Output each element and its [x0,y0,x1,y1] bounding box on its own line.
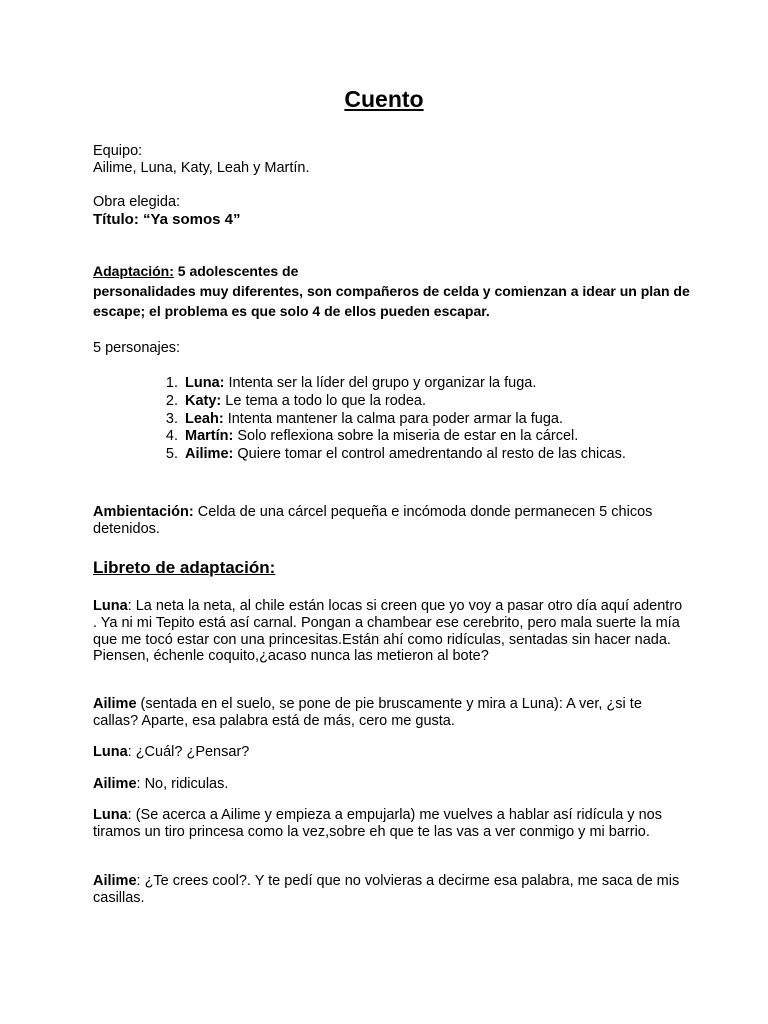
character-name: Luna: [185,375,225,391]
adaptation-line1: 5 adolescentes de [173,263,299,279]
dialogue-text: : (Se acerca a Ailime y empieza a empujarla) me vuelves a hablar así ridícula y nos tiramos un tiro princesa como la vez,sobre eh que te las vas a ver conmigo y mi barrio. [93,807,662,840]
dialogue-line [93,744,683,761]
dialogue-line [93,696,683,730]
adaptation-label: Adaptación: [93,263,174,279]
characters-label: 5 personajes: [93,340,181,356]
character-name: Katy: [185,392,222,409]
dialogue-text: : No, ridiculas. [136,776,229,792]
list-item [160,393,626,411]
character-description: Quiere tomar el control amedrentando al resto de las chicas. [233,446,626,463]
speaker-name: Luna [93,744,128,760]
dialogue-text: : ¿Cuál? ¿Pensar? [127,744,250,760]
list-item [160,411,626,429]
setting-text: Celda de una cárcel pequeña e incómoda donde permanecen 5 chicos detenidos. [93,504,653,537]
dialogue-line [93,598,683,665]
list-item [160,428,626,446]
list-number: 4. [165,428,178,445]
speaker-name: Ailime [93,776,137,792]
character-description: Solo reflexiona sobre la miseria de estar en la cárcel. [233,428,579,445]
speaker-name: Luna [93,807,128,823]
list-number: 3. [165,410,178,427]
work-title: Título: “Ya somos 4” [93,211,241,228]
script-heading: Libreto de adaptación: [93,558,276,577]
list-item [160,446,626,464]
list-item [160,375,626,393]
adaptation-description: personalidades muy diferentes, son compañeros de celda y comienzan a idear un plan de escape; el problema es que solo 4 de ellos pueden escapar. [93,283,690,319]
dialogue-text: : ¿Te crees cool?. Y te pedí que no volvieras a decirme esa palabra, me saca de mis casillas. [93,873,680,906]
character-name: Leah: [185,410,224,427]
setting-paragraph [93,504,683,538]
speaker-name: Ailime [93,696,137,712]
speaker-name: Luna [93,598,128,614]
team-members: Ailime, Luna, Katy, Leah y Martín. [93,160,310,176]
dialogue-text: (sentada en el suelo, se pone de pie bruscamente y mira a Luna): A ver, ¿si te callas? Aparte, esa palabra está de más, cero me gusta. [93,696,642,729]
team-label: Equipo: [93,143,143,159]
speaker-name: Ailime [93,873,137,889]
character-description: Intenta ser la líder del grupo y organizar la fuga. [224,375,537,391]
list-number: 2. [165,392,178,409]
dialogue-text: : La neta la neta, al chile están locas si creen que yo voy a pasar otro día aquí adentro . Ya ni mi Tepito está así carnal. Pongan a chambear ese cerebrito, pero mala suerte la mía que me tocó estar con una princesitas.Están ahí como ridículas, sentadas sin hacer nada. Piensen, échenle coquito,¿acaso nunca las metieron al bote? [93,598,683,665]
character-description: Intenta mantener la calma para poder armar la fuga. [223,410,563,427]
adaptation-paragraph [93,261,693,321]
work-label: Obra elegida: [93,194,181,210]
dialogue-line [93,776,683,793]
list-number: 1. [165,375,178,391]
character-name: Ailime: [185,446,234,463]
setting-label: Ambientación: [93,504,194,520]
characters-list [160,375,626,464]
character-name: Martín: [185,428,234,445]
list-number: 5. [165,446,178,463]
character-description: Le tema a todo lo que la rodea. [221,392,427,409]
dialogue-line [93,807,683,841]
document-title: Cuento [344,86,424,112]
dialogue-line [93,873,683,907]
